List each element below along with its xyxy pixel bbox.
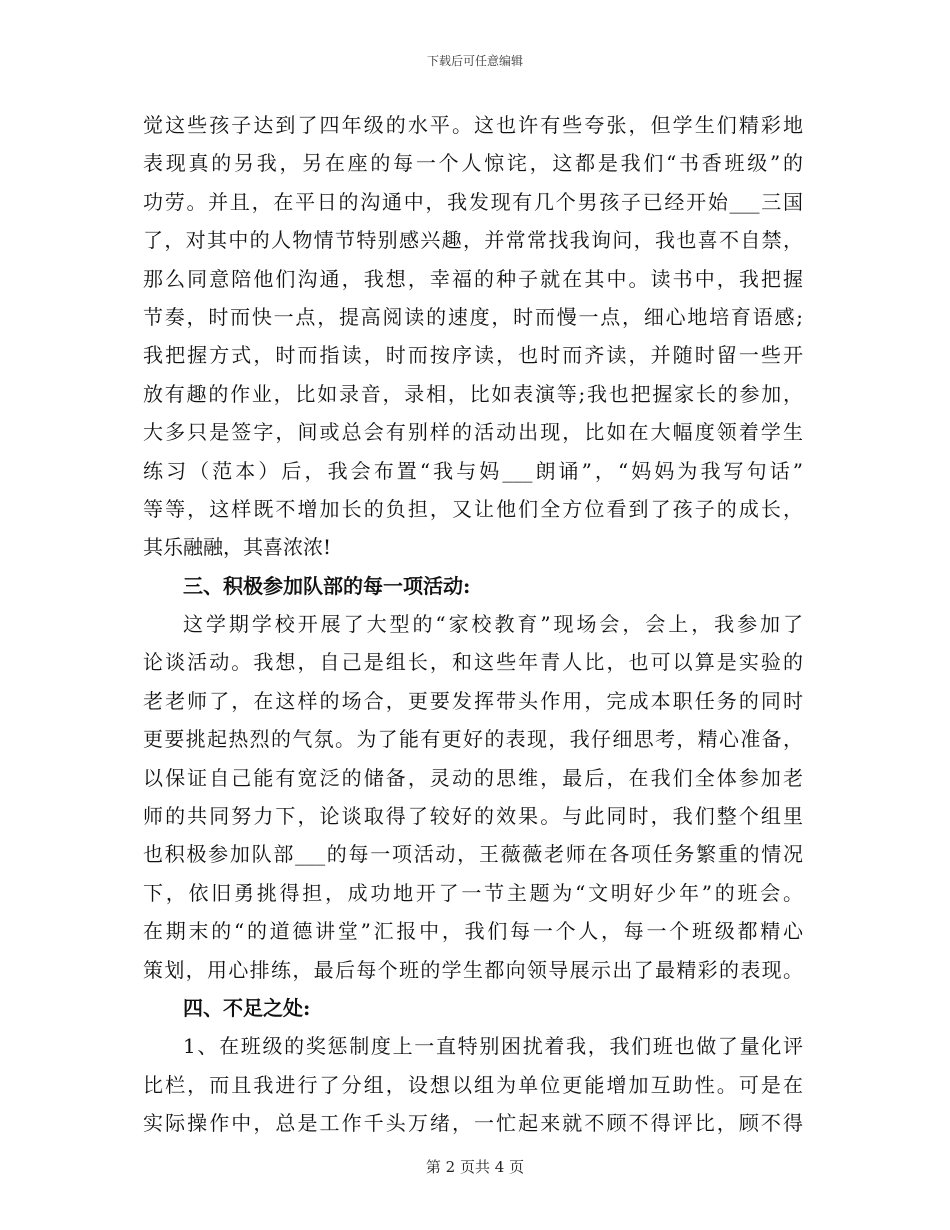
text-line: 师的共同努力下，论谈取得了较好的效果。与此同时，我们整个组里 xyxy=(143,804,803,829)
text-line: 也积极参加队部___的每一项活动，王薇薇老师在各项任务繁重的情况 xyxy=(143,842,803,867)
text-line: 我把握方式，时而指读，时而按序读，也时而齐读，并随时留一些开 xyxy=(143,343,803,368)
section-heading: 四、不足之处: xyxy=(183,995,311,1020)
text-line: 比栏，而且我进行了分组，设想以组为单位更能增加互助性。可是在 xyxy=(143,1072,803,1097)
text-line: 表现真的另我，另在座的每一个人惊诧，这都是我们“书香班级”的 xyxy=(143,151,803,176)
text-line: 实际操作中，总是工作千头万绪，一忙起来就不顾不得评比，顾不得 xyxy=(143,1111,803,1136)
text-line: 练习（范本）后，我会布置“我与妈___朗诵”，“妈妈为我写句话” xyxy=(143,458,803,483)
text-line: 下，依旧勇挑得担，成功地开了一节主题为“文明好少年”的班会。 xyxy=(143,880,803,905)
text-line: 大多只是签字，间或总会有别样的活动出现，比如在大幅度领着学生 xyxy=(143,420,803,445)
text-line: 在期末的“的道德讲堂”汇报中，我们每一个人，每一个班级都精心 xyxy=(143,919,803,944)
text-line: 放有趣的作业，比如录音，录相，比如表演等;我也把握家长的参加， xyxy=(143,381,803,406)
text-line: 觉这些孩子达到了四年级的水平。这也许有些夸张，但学生们精彩地 xyxy=(143,113,803,137)
text-line: 更要挑起热烈的气氛。为了能有更好的表现，我仔细思考，精心准备， xyxy=(143,727,803,752)
text-line: 论谈活动。我想，自己是组长，和这些年青人比，也可以算是实验的 xyxy=(143,650,803,675)
text-line: 老老师了，在这样的场合，更要发挥带头作用，完成本职任务的同时 xyxy=(143,688,803,713)
text-line: 其乐融融，其喜浓浓! xyxy=(143,535,332,560)
text-line: 1、在班级的奖惩制度上一直特别困扰着我，我们班也做了量化评 xyxy=(183,1034,803,1059)
text-line: 节奏，时而快一点，提高阅读的速度，时而慢一点，细心地培育语感; xyxy=(143,304,803,329)
text-line: 等等，这样既不增加长的负担，又让他们全方位看到了孩子的成长， xyxy=(143,496,803,521)
text-line: 以保证自己能有宽泛的储备，灵动的思维，最后，在我们全体参加老 xyxy=(143,765,803,790)
page-header: 下载后可任意编辑 xyxy=(426,54,523,68)
text-line: 那么同意陪他们沟通，我想，幸福的种子就在其中。读书中，我把握 xyxy=(143,266,803,291)
document-body xyxy=(143,106,803,1143)
text-line: 这学期学校开展了大型的“家校教育”现场会，会上，我参加了 xyxy=(183,612,803,637)
text-line: 了，对其中的人物情节特别感兴趣，并常常找我询问，我也喜不自禁， xyxy=(143,228,803,253)
text-line: 策划，用心排练，最后每个班的学生都向领导展示出了最精彩的表现。 xyxy=(143,957,803,982)
text-line: 功劳。并且，在平日的沟通中，我发现有几个男孩子已经开始___三国 xyxy=(143,189,803,214)
section-heading: 三、积极参加队部的每一项活动: xyxy=(183,573,471,598)
page-footer: 第 2 页共 4 页 xyxy=(425,1158,525,1176)
